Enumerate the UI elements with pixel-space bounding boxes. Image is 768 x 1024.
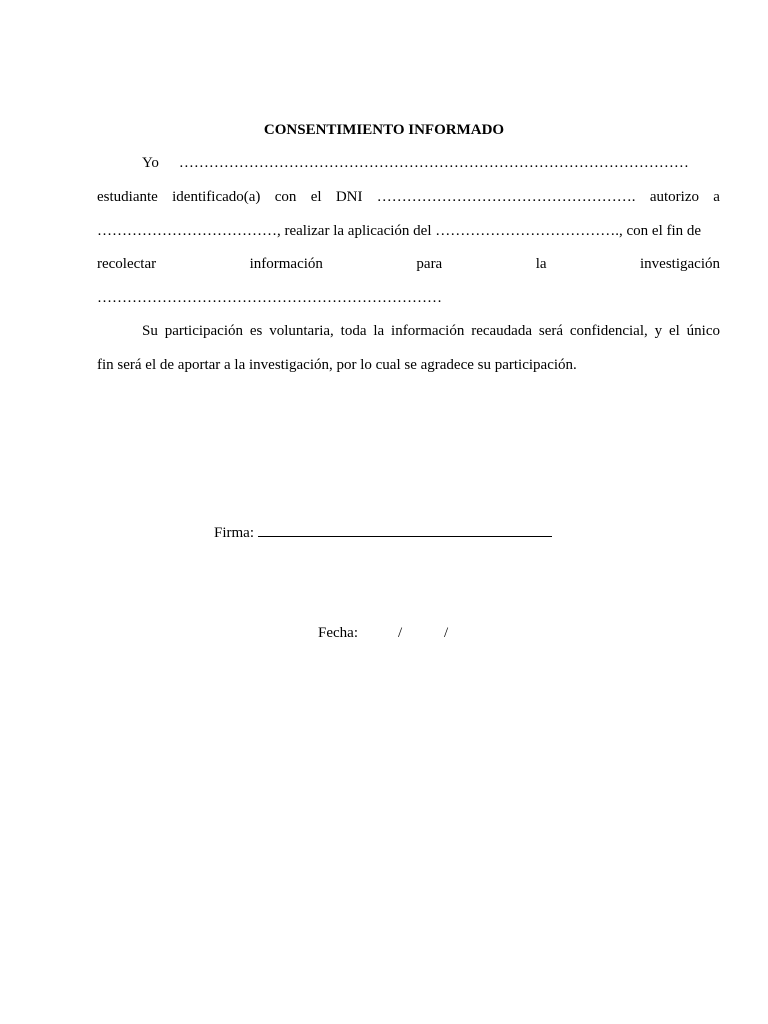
- signature-label: Firma:: [214, 525, 254, 541]
- date-row: [318, 624, 449, 642]
- dni-blank-dots: …………………………………………….: [376, 189, 636, 205]
- word: con: [274, 189, 297, 205]
- word: autorizo: [649, 189, 699, 205]
- paragraph2-line2: fin será el de aportar a la investigación, por lo cual se agradece su participación.: [97, 357, 577, 373]
- word: y: [654, 323, 663, 339]
- signature-line[interactable]: [258, 522, 552, 537]
- word: el: [668, 323, 680, 339]
- word: voluntaria,: [269, 323, 334, 339]
- paragraph1-line5: [97, 289, 720, 307]
- paragraph1-line1: [142, 154, 720, 172]
- instrument-blank-dots: ……………………………….,: [435, 223, 623, 239]
- word: único: [686, 323, 720, 339]
- word: será: [538, 323, 564, 339]
- paragraph1-line2: [97, 188, 720, 206]
- document-title: CONSENTIMIENTO INFORMADO: [263, 122, 505, 138]
- yo-text: Yo: [142, 155, 159, 171]
- word: para: [416, 256, 443, 272]
- word: participación: [164, 323, 243, 339]
- date-label: Fecha:: [318, 625, 358, 641]
- word: DNI: [335, 189, 363, 205]
- word: identificado(a): [172, 189, 261, 205]
- date-separator: /: [444, 625, 449, 641]
- word: información: [391, 323, 465, 339]
- name-blank-dots: …………………………………………………………………………………………: [178, 155, 689, 171]
- date-separator: /: [398, 625, 403, 641]
- paragraph1-line4: [97, 255, 720, 273]
- word: toda: [340, 323, 367, 339]
- signature-row: [214, 522, 552, 542]
- word: información: [249, 256, 323, 272]
- word: recolectar: [97, 256, 157, 272]
- word: estudiante: [97, 189, 158, 205]
- word: es: [249, 323, 263, 339]
- research-blank-dots: ……………………………………………………………: [97, 290, 442, 306]
- word: investigación: [640, 256, 720, 272]
- application-text: realizar la aplicación del: [284, 223, 432, 239]
- authorized-blank-dots: ………………………………,: [97, 223, 281, 239]
- word: a: [713, 189, 720, 205]
- word: la: [535, 256, 547, 272]
- word: Su: [142, 323, 158, 339]
- word: la: [373, 323, 385, 339]
- word: el: [310, 189, 322, 205]
- word: confidencial,: [569, 323, 648, 339]
- paragraph2-line1: [142, 322, 720, 340]
- word: recaudada: [471, 323, 532, 339]
- purpose-text: con el fin de: [626, 223, 702, 239]
- paragraph1-line3: [97, 222, 720, 240]
